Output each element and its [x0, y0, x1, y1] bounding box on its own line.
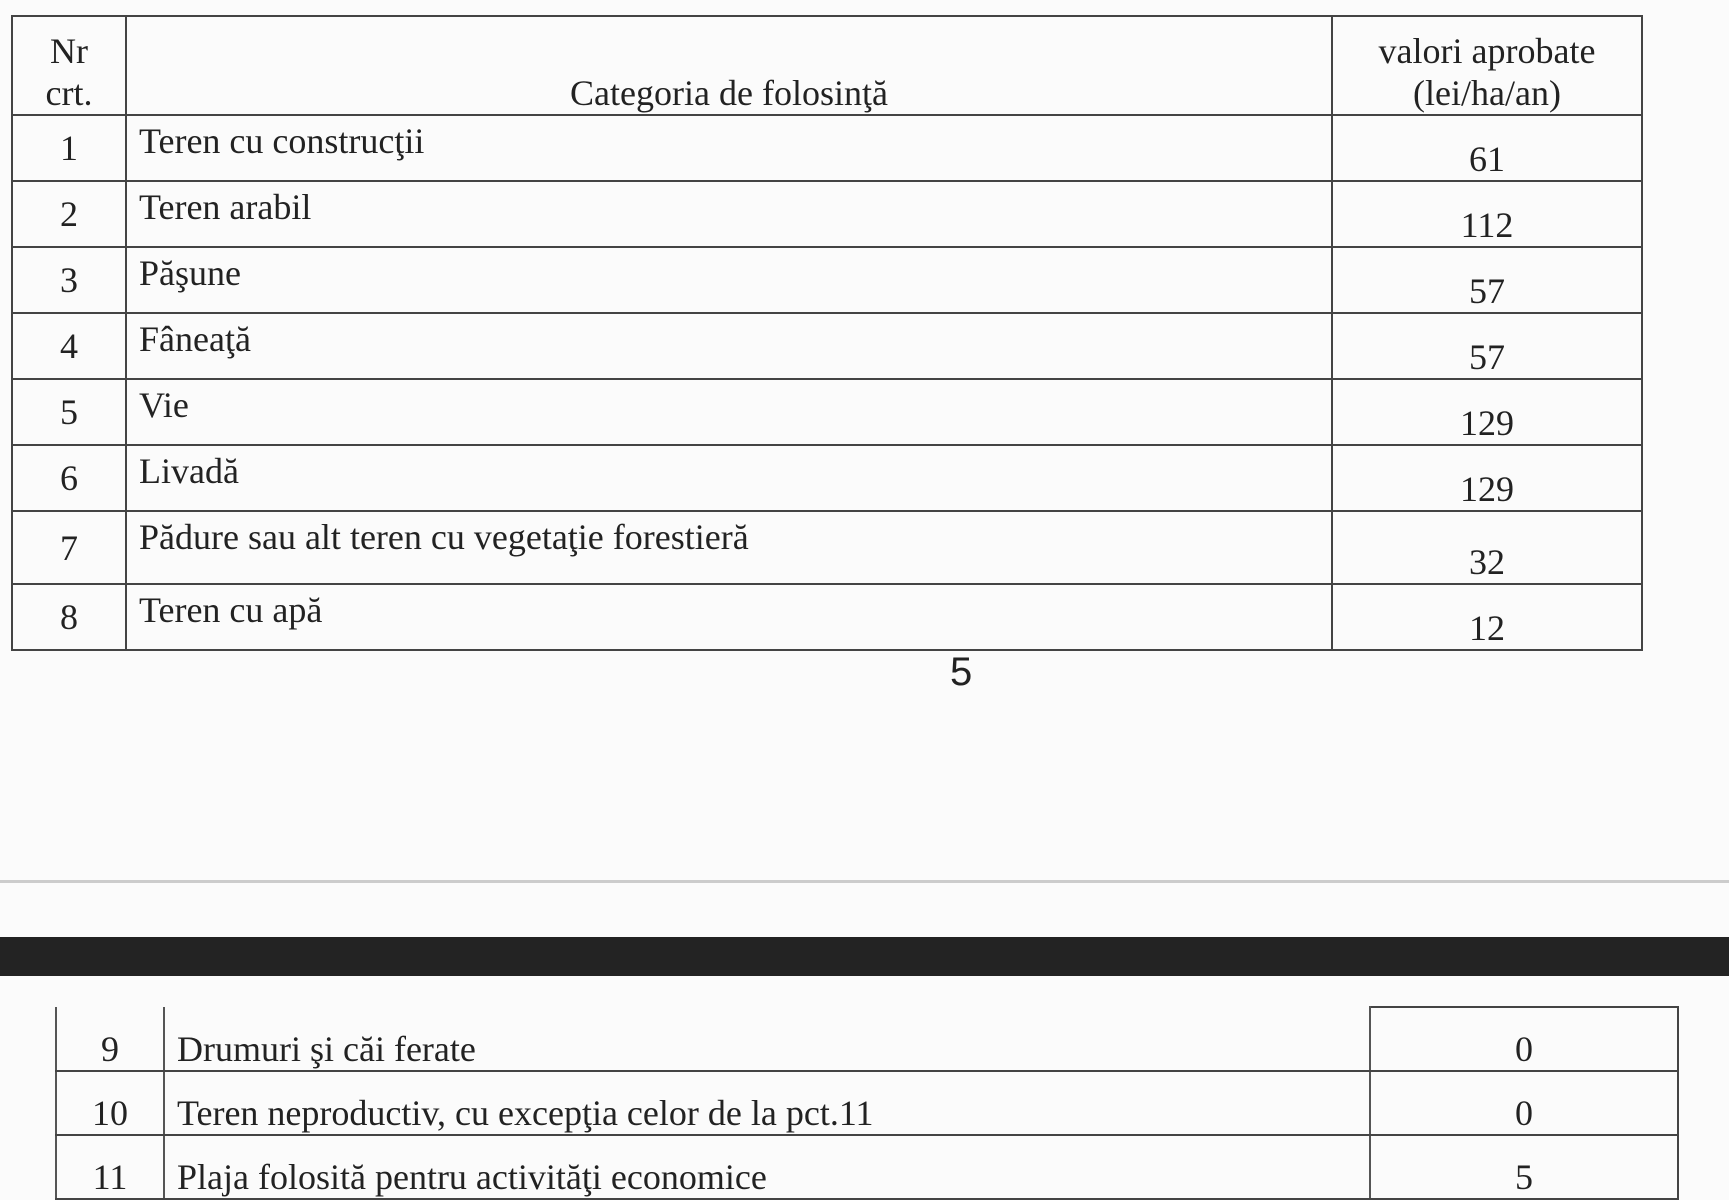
table-row — [12, 247, 1642, 313]
row-value: 32 — [1332, 511, 1642, 584]
header-value: valori aprobate (lei/ha/an) — [1332, 16, 1642, 115]
row-value: 0 — [1370, 1071, 1678, 1135]
row-category: Păşune — [126, 247, 1332, 313]
land-tax-table-part1 — [11, 15, 1643, 651]
row-nr: 3 — [12, 247, 126, 313]
row-nr: 11 — [56, 1135, 164, 1199]
row-value: 5 — [1370, 1135, 1678, 1199]
table-header-row — [12, 16, 1642, 115]
table-row — [12, 313, 1642, 379]
row-nr: 4 — [12, 313, 126, 379]
land-tax-table-part2 — [55, 1006, 1679, 1200]
row-value: 12 — [1332, 584, 1642, 650]
row-nr: 6 — [12, 445, 126, 511]
row-category: Teren cu apă — [126, 584, 1332, 650]
page-break-bar — [0, 937, 1729, 976]
row-category: Drumuri şi căi ferate — [164, 1007, 1370, 1071]
row-category: Vie — [126, 379, 1332, 445]
header-category: Categoria de folosinţă — [126, 16, 1332, 115]
row-category: Teren neproductiv, cu excepţia celor de la pct.11 — [164, 1071, 1370, 1135]
row-value: 57 — [1332, 313, 1642, 379]
table-row — [12, 379, 1642, 445]
row-nr: 10 — [56, 1071, 164, 1135]
table-row — [12, 584, 1642, 650]
table-row — [12, 181, 1642, 247]
row-nr: 5 — [12, 379, 126, 445]
row-category: Teren cu construcţii — [126, 115, 1332, 181]
table-row — [12, 115, 1642, 181]
row-category: Plaja folosită pentru activităţi economice — [164, 1135, 1370, 1199]
table-row — [12, 511, 1642, 584]
page-number: 5 — [950, 650, 973, 694]
row-nr: 9 — [56, 1007, 164, 1071]
page-edge-divider — [0, 880, 1729, 883]
table-row — [56, 1071, 1678, 1135]
row-category: Teren arabil — [126, 181, 1332, 247]
row-category: Fâneaţă — [126, 313, 1332, 379]
row-nr: 7 — [12, 511, 126, 584]
row-value: 112 — [1332, 181, 1642, 247]
header-nr: Nr crt. — [12, 16, 126, 115]
row-value: 129 — [1332, 379, 1642, 445]
row-nr: 1 — [12, 115, 126, 181]
row-nr: 2 — [12, 181, 126, 247]
row-value: 57 — [1332, 247, 1642, 313]
table-row — [12, 445, 1642, 511]
row-nr: 8 — [12, 584, 126, 650]
row-value: 61 — [1332, 115, 1642, 181]
row-value: 129 — [1332, 445, 1642, 511]
table-row — [56, 1135, 1678, 1199]
row-category: Livadă — [126, 445, 1332, 511]
row-value: 0 — [1370, 1007, 1678, 1071]
row-category: Pădure sau alt teren cu vegetaţie forestieră — [126, 511, 1332, 584]
table-row — [56, 1007, 1678, 1071]
